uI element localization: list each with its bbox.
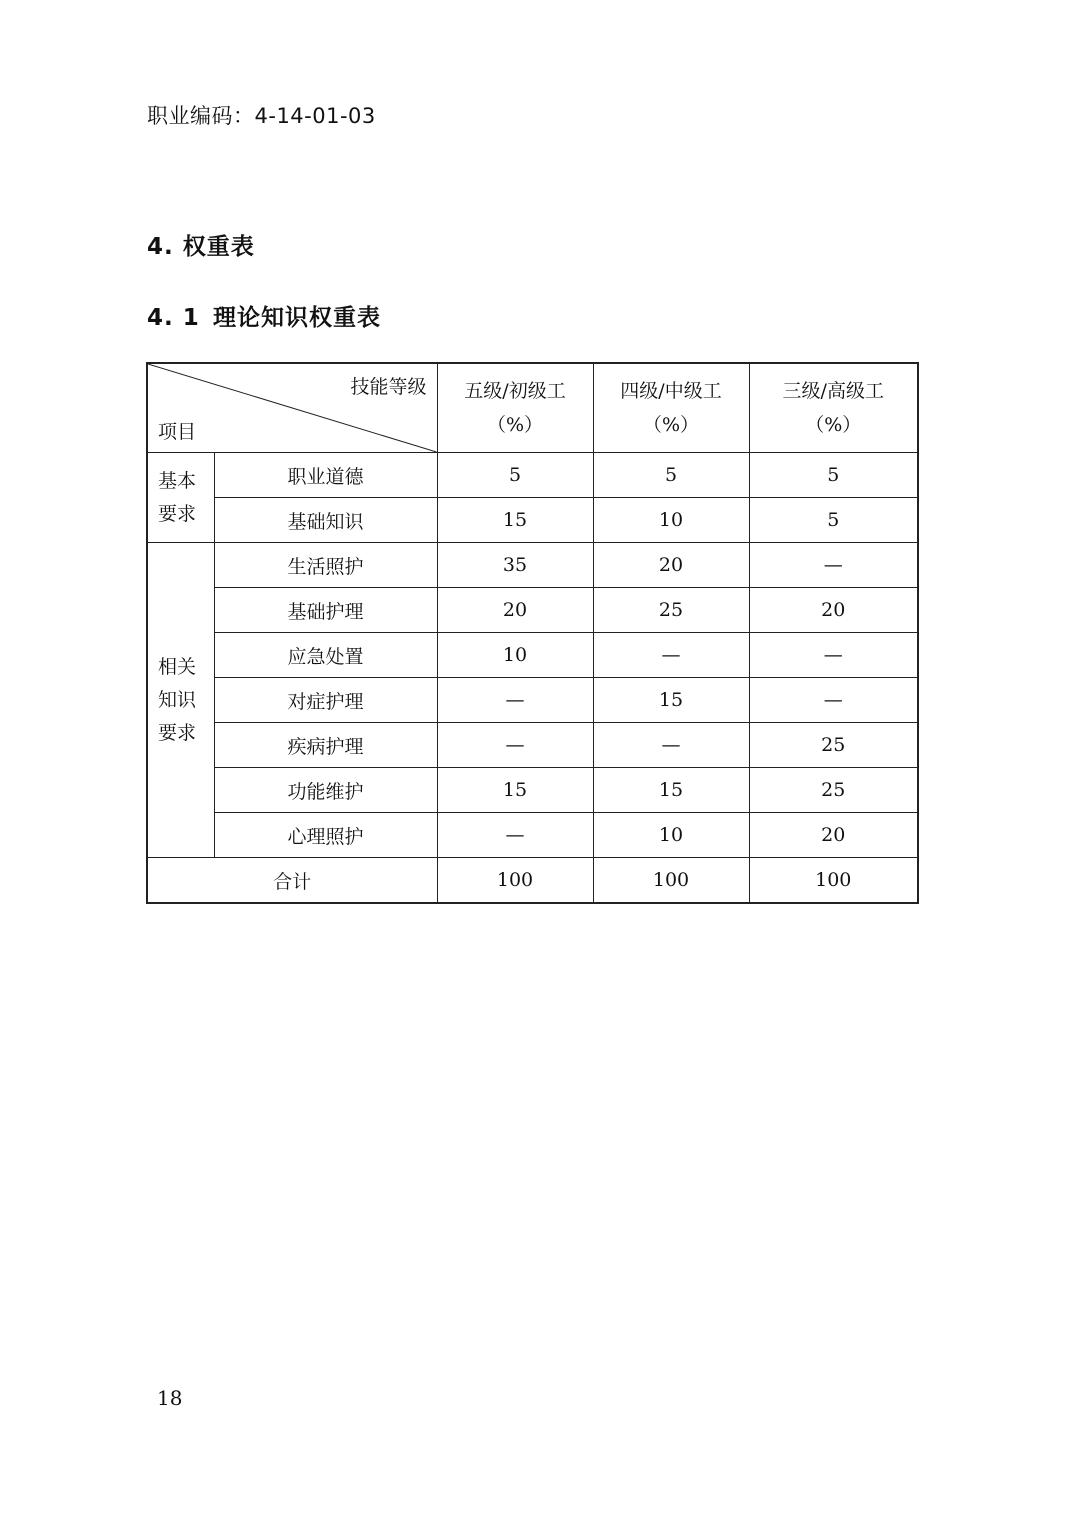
page-number: 18	[157, 1386, 183, 1410]
total-value: 100	[437, 858, 593, 904]
item-cell: 基础知识	[214, 498, 437, 543]
value-cell: 15	[593, 678, 749, 723]
group-label-line: 知识	[158, 688, 197, 711]
value-cell: 10	[593, 498, 749, 543]
item-cell: 应急处置	[214, 633, 437, 678]
subsection-number: 4. 1	[147, 305, 200, 331]
section-title: 4. 权重表	[147, 234, 255, 260]
value-cell: 20	[749, 588, 918, 633]
table-row	[147, 813, 918, 858]
corner-bottom-label: 项目	[158, 421, 197, 443]
level-unit: （%）	[805, 414, 862, 436]
value-cell: —	[749, 543, 918, 588]
level-header-2	[593, 363, 749, 453]
level-name: 三级/高级工	[782, 380, 884, 402]
item-cell: 心理照护	[214, 813, 437, 858]
value-cell: 5	[749, 453, 918, 498]
item-cell: 疾病护理	[214, 723, 437, 768]
table-header-row	[147, 363, 918, 453]
group-label-line: 相关	[158, 655, 197, 678]
level-unit: （%）	[642, 414, 700, 436]
group-label-basic	[147, 453, 214, 543]
table-row	[147, 453, 918, 498]
item-cell: 基础护理	[214, 588, 437, 633]
value-cell: 25	[749, 723, 918, 768]
value-cell: —	[749, 633, 918, 678]
table-row	[147, 768, 918, 813]
group-label-related	[147, 543, 214, 858]
value-cell: 25	[593, 588, 749, 633]
value-cell: —	[593, 633, 749, 678]
table-row	[147, 633, 918, 678]
value-cell: —	[437, 813, 593, 858]
value-cell: —	[437, 723, 593, 768]
subsection-title	[147, 301, 381, 335]
group-label-line: 要求	[158, 721, 197, 744]
table-row	[147, 543, 918, 588]
value-cell: 15	[593, 768, 749, 813]
value-cell: 5	[593, 453, 749, 498]
value-cell: 25	[749, 768, 918, 813]
corner-cell	[147, 363, 437, 453]
corner-top-label: 技能等级	[350, 376, 427, 398]
level-unit: （%）	[486, 414, 544, 436]
total-value: 100	[593, 858, 749, 904]
level-name: 五级/初级工	[464, 380, 566, 402]
value-cell: 20	[749, 813, 918, 858]
table-row	[147, 678, 918, 723]
value-cell: —	[593, 723, 749, 768]
item-cell: 对症护理	[214, 678, 437, 723]
value-cell: —	[749, 678, 918, 723]
subsection-title-text: 理论知识权重表	[213, 305, 381, 331]
value-cell: 10	[593, 813, 749, 858]
group-label-line: 要求	[158, 502, 197, 525]
item-cell: 功能维护	[214, 768, 437, 813]
total-label: 合计	[147, 858, 437, 904]
total-value: 100	[749, 858, 918, 904]
total-row	[147, 858, 918, 904]
item-cell: 生活照护	[214, 543, 437, 588]
group-label-line: 基本	[158, 469, 197, 492]
weight-table	[146, 362, 919, 904]
value-cell: —	[437, 678, 593, 723]
level-header-3	[749, 363, 918, 453]
occupation-code: 职业编码：4-14-01-03	[147, 104, 376, 128]
value-cell: 15	[437, 768, 593, 813]
item-cell: 职业道德	[214, 453, 437, 498]
table-row	[147, 498, 918, 543]
level-name: 四级/中级工	[620, 380, 722, 402]
value-cell: 35	[437, 543, 593, 588]
value-cell: 20	[437, 588, 593, 633]
value-cell: 5	[749, 498, 918, 543]
table-row	[147, 588, 918, 633]
value-cell: 10	[437, 633, 593, 678]
value-cell: 5	[437, 453, 593, 498]
table-row	[147, 723, 918, 768]
level-header-1	[437, 363, 593, 453]
value-cell: 15	[437, 498, 593, 543]
value-cell: 20	[593, 543, 749, 588]
